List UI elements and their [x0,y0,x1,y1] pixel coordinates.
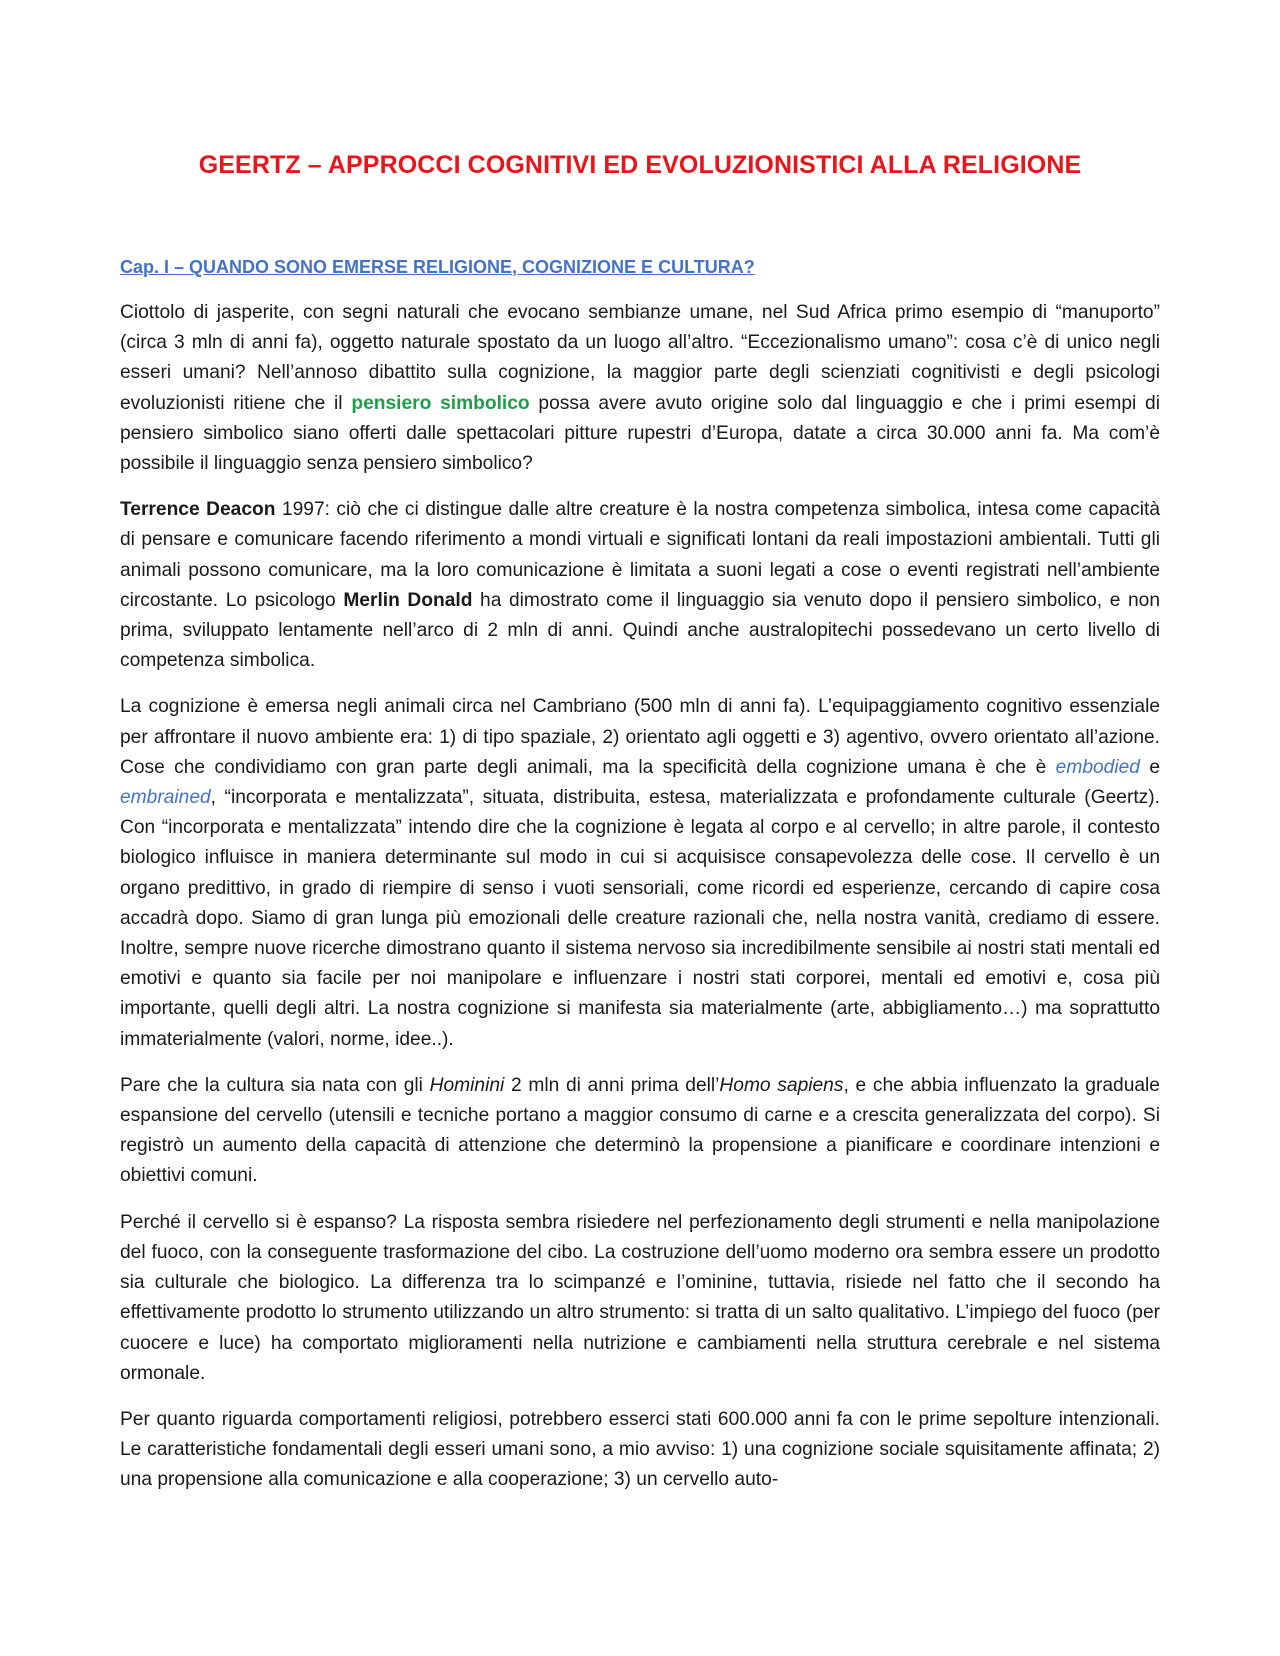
paragraph-3 [120,692,1160,1054]
paragraph-4-text-b: 2 mln di anni prima dell’ [504,1074,720,1096]
paragraph-3-text-b: , “incorporata e mentalizzata”, situata, distribuita, estesa, materializzata e profondamente culturale (Geertz). Con “incorporata e mentalizzata” intendo dire che la cognizione è legata al corpo e al cervello; in altre parole, il contesto biologico influisce in maniera determinante sul modo in cui si acquisisce consapevolezza delle cose. Il cervello è un organo predittivo, in grado di riempire di senso i vuoti sensoriali, come ricordi ed esperienze, cercando di capire cosa accadrà dopo. Siamo di gran lunga più emozionali delle creature razionali che, nella nostra vanità, crediamo di essere. Inoltre, sempre nuove ricerche dimostrano quanto il sistema nervoso sia incredibilmente sensibile ai nostri stati mentali ed emotivi e quanto sia facile per noi manipolare e influenzare i nostri stati corporei, mentali ed emotivi e, cosa più importante, quelli degli altri. La nostra cognizione si manifesta sia materialmente (arte, abbigliamento…) ma soprattutto immaterialmente (valori, norme, idee..). [120,787,1160,1050]
paragraph-2 [120,495,1160,676]
paragraph-1-text-a: Ciottolo di jasperite, con segni naturali che evocano sembianze umane, nel Sud Africa primo esempio di “manuporto” (circa 3 mln di anni fa), oggetto naturale spostato da un luogo all’altro. “Eccezionalismo umano”: cosa c’è di unico negli esseri umani? Nell’annoso dibattito sulla cognizione, la maggior parte degli scienziati cognitivisti e degli psicologi evoluzionisti ritiene che il [120,302,1160,414]
term-embodied: embodied [1055,756,1140,778]
term-hominini: Hominini [429,1074,505,1096]
paragraph-6: Per quanto riguarda comportamenti religiosi, potrebbero esserci stati 600.000 anni fa con le prime sepolture intenzionali. Le caratteristiche fondamentali degli esseri umani sono, a mio avviso: 1) una cognizione sociale squisitamente affinata; 2) una propensione alla comunicazione e alla cooperazione; 3) un cervello auto- [120,1408,1160,1491]
paragraph-2-text-b: ha dimostrato come il linguaggio sia venuto dopo il pensiero simbolico, e non prima, sviluppato lentamente nell’arco di 2 mln di anni. Quindi anche australopitechi possedevano un certo livello di competenza simbolica. [120,589,1161,672]
paragraph-4-text-c: , e che abbia influenzato la graduale espansione del cervello (utensili e tecniche portano a maggior consumo di carne e a crescita generalizzata del corpo). Si registrò un aumento della capacità di attenzione che determinò la propensione a pianificare e coordinare intenzioni e obiettivi comuni. [120,1074,1160,1187]
chapter-heading: Cap. I – QUANDO SONO EMERSE RELIGIONE, COGNIZIONE E CULTURA? [120,257,755,277]
paragraph-5: Perché il cervello si è espanso? La risposta sembra risiedere nel perfezionamento degli strumenti e nella manipolazione del fuoco, con la conseguente trasformazione del cibo. La costruzione dell’uomo moderno ora sembra essere un prodotto sia culturale che biologico. La differenza tra lo scimpanzé e l’ominine, tuttavia, risiede nel fatto che il secondo ha effettivamente prodotto lo strumento utilizzando un altro strumento: si tratta di un salto qualitativo. L’impiego del fuoco (per cuocere e luce) ha comportato miglioramenti nella nutrizione e cambiamenti nella struttura cerebrale e nel sistema ormonale. [120,1211,1160,1384]
name-merlin-donald: Merlin Donald [343,589,473,611]
paragraph-3-text-mid: e [1139,756,1160,778]
name-terrence-deacon: Terrence Deacon [120,499,276,521]
term-homo-sapiens: Homo sapiens [719,1074,844,1096]
paragraph-1-text-b: possa avere avuto origine solo dal linguaggio e che i primi esempi di pensiero simbolico siano offerti dalle spettacolari pitture rupestri d’Europa, datate a circa 30.000 anni fa. Ma com’è possibile il linguaggio senza pensiero simbolico? [120,392,1160,475]
paragraph-4 [120,1071,1160,1192]
paragraph-4-text-a: Pare che la cultura sia nata con gli [120,1074,430,1096]
paragraph-2-text-a: 1997: ciò che ci distingue dalle altre creature è la nostra competenza simbolica, intesa come capacità di pensare e comunicare facendo riferimento a mondi virtuali e significati lontani da reali impostazioni ambientali. Tutti gli animali possono comunicare, ma la loro comunicazione è limitata a suoni legati a cose o eventi registrati nell’ambiente circostante. Lo psicologo [120,499,1160,611]
term-embrained: embrained [120,787,211,809]
highlight-pensiero-simbolico: pensiero simbolico [351,392,530,414]
paragraph-3-text-a: La cognizione è emersa negli animali circa nel Cambriano (500 mln di anni fa). L’equipaggiamento cognitivo essenziale per affrontare il nuovo ambiente era: 1) di tipo spaziale, 2) orientato agli oggetti e 3) agentivo, ovvero orientato all’azione. Cose che condividiamo con gran parte degli animali, ma la specificità della cognizione umana è che è [120,696,1160,778]
document-title: GEERTZ – APPROCCI COGNITIVI ED EVOLUZIONISTICI ALLA RELIGIONE [198,151,1082,179]
paragraph-1 [120,298,1160,479]
